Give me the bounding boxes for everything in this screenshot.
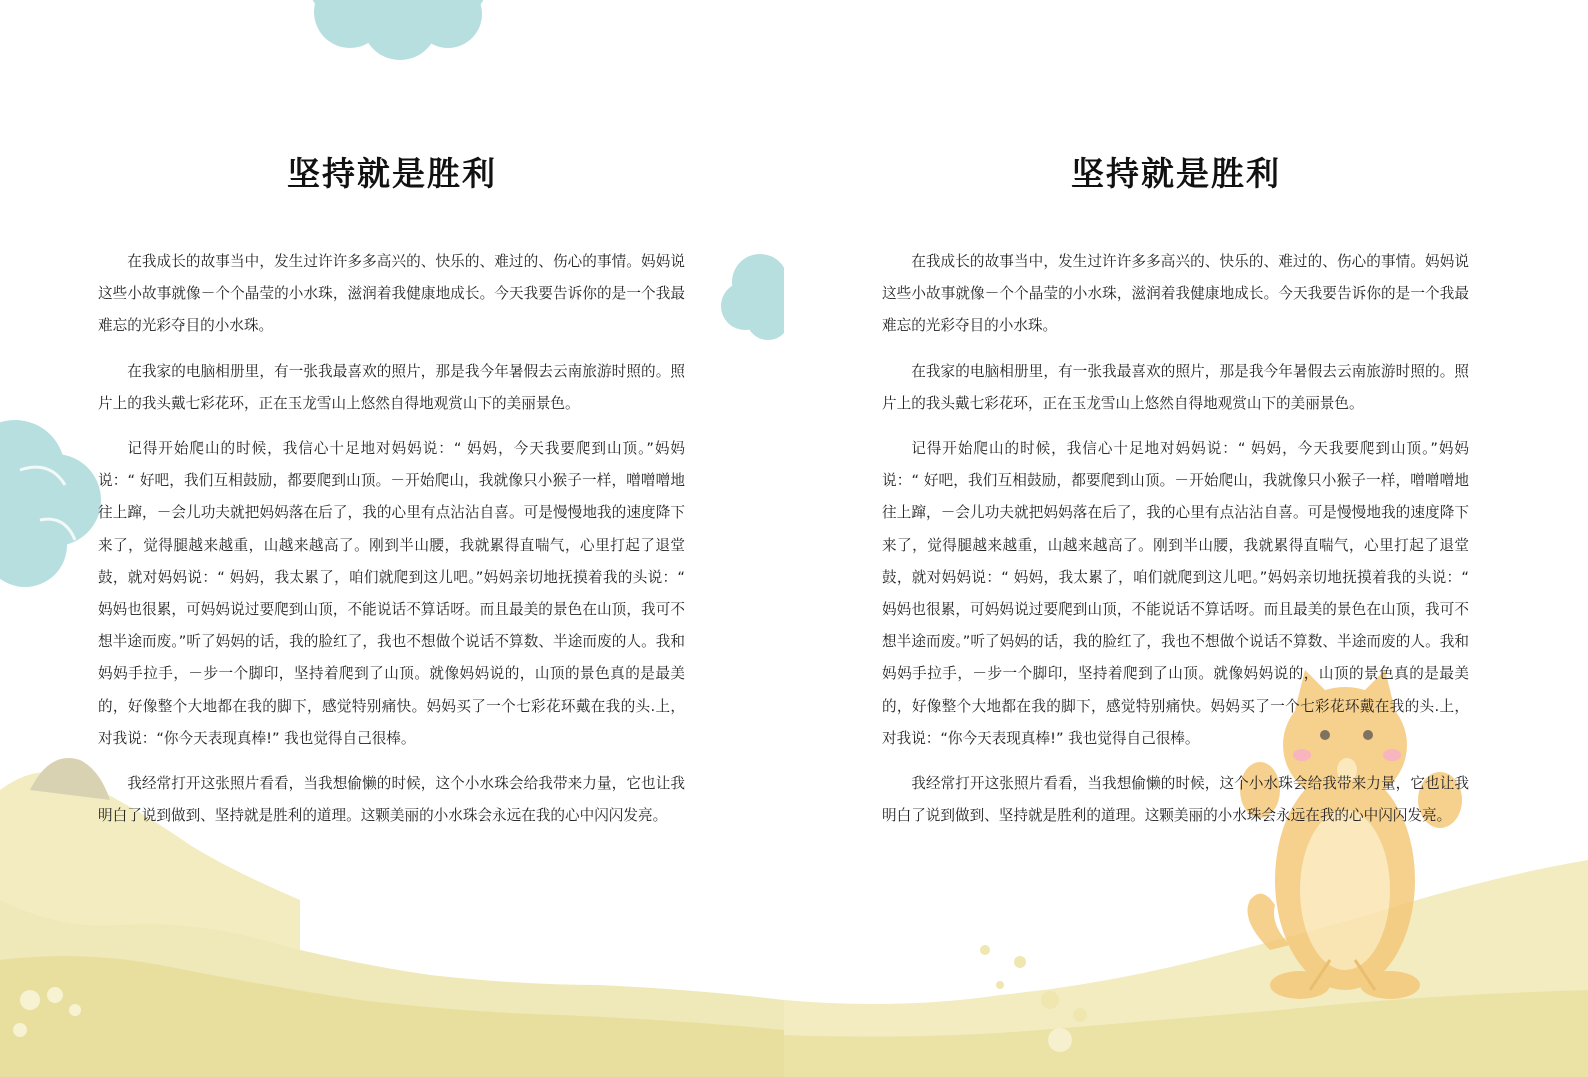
right-page: [784, 0, 1568, 1077]
article-body: [98, 246, 685, 845]
page-title: 坚持就是胜利: [1071, 154, 1281, 193]
page-title: 坚持就是胜利: [287, 154, 497, 193]
paragraph: 记得开始爬山的时候，我信心十足地对妈妈说：“ 妈妈，今天我要爬到山顶。”妈妈说：“ 好吧，我们互相鼓励，都要爬到山顶。－开始爬山，我就像只小猴子一样，噌噌噌地往上蹿，－会儿功夫就把妈妈落在后了，我的心里有点沾沾自喜。可是慢慢地我的速度降下来了，觉得腿越来越重，山越来越高了。刚到半山腰，我就累得直喘气，心里打起了退堂鼓，就对妈妈说：“ 妈妈，我太累了，咱们就爬到这儿吧。”妈妈亲切地抚摸着我的头说：“ 妈妈也很累，可妈妈说过要爬到山顶，不能说话不算话呀。而且最美的景色在山顶，我可不想半途而废。”听了妈妈的话，我的脸红了，我也不想做个说话不算数、半途而废的人。我和妈妈手拉手，－步一个脚印，坚持着爬到了山顶。就像妈妈说的，山顶的景色真的是最美的，好像整个大地都在我的脚下，感觉特别痛快。妈妈买了一个七彩花环戴在我的头.上，对我说：“你今天表现真棒!” 我也觉得自己很棒。: [98, 440, 685, 747]
left-page: [0, 0, 784, 1077]
paragraph: 在我家的电脑相册里，有一张我最喜欢的照片，那是我今年暑假去云南旅游时照的。照片上的我头戴七彩花环，正在玉龙雪山上悠然自得地观赏山下的美丽景色。: [98, 362, 685, 412]
paragraph: 我经常打开这张照片看看，当我想偷懒的时候，这个小水珠会给我带来力量，它也让我明白了说到做到、坚持就是胜利的道理。这颗美丽的小水珠会永远在我的心中闪闪发亮。: [882, 775, 1469, 825]
article-body: [882, 246, 1469, 845]
paragraph: 在我家的电脑相册里，有一张我最喜欢的照片，那是我今年暑假去云南旅游时照的。照片上的我头戴七彩花环，正在玉龙雪山上悠然自得地观赏山下的美丽景色。: [882, 362, 1469, 412]
paragraph: 在我成长的故事当中，发生过许许多多高兴的、快乐的、难过的、伤心的事情。妈妈说这些小故事就像－个个晶莹的小水珠，滋润着我健康地成长。今天我要告诉你的是一个我最难忘的光彩夺目的小水珠。: [882, 253, 1469, 335]
paragraph: 在我成长的故事当中，发生过许许多多高兴的、快乐的、难过的、伤心的事情。妈妈说这些小故事就像－个个晶莹的小水珠，滋润着我健康地成长。今天我要告诉你的是一个我最难忘的光彩夺目的小水珠。: [98, 253, 685, 335]
paragraph: 我经常打开这张照片看看，当我想偷懒的时候，这个小水珠会给我带来力量，它也让我明白了说到做到、坚持就是胜利的道理。这颗美丽的小水珠会永远在我的心中闪闪发亮。: [98, 775, 685, 825]
paragraph: 记得开始爬山的时候，我信心十足地对妈妈说：“ 妈妈，今天我要爬到山顶。”妈妈说：“ 好吧，我们互相鼓励，都要爬到山顶。－开始爬山，我就像只小猴子一样，噌噌噌地往上蹿，－会儿功夫就把妈妈落在后了，我的心里有点沾沾自喜。可是慢慢地我的速度降下来了，觉得腿越来越重，山越来越高了。刚到半山腰，我就累得直喘气，心里打起了退堂鼓，就对妈妈说：“ 妈妈，我太累了，咱们就爬到这儿吧。”妈妈亲切地抚摸着我的头说：“ 妈妈也很累，可妈妈说过要爬到山顶，不能说话不算话呀。而且最美的景色在山顶，我可不想半途而废。”听了妈妈的话，我的脸红了，我也不想做个说话不算数、半途而废的人。我和妈妈手拉手，－步一个脚印，坚持着爬到了山顶。就像妈妈说的，山顶的景色真的是最美的，好像整个大地都在我的脚下，感觉特别痛快。妈妈买了一个七彩花环戴在我的头.上，对我说：“你今天表现真棒!” 我也觉得自己很棒。: [882, 440, 1469, 747]
